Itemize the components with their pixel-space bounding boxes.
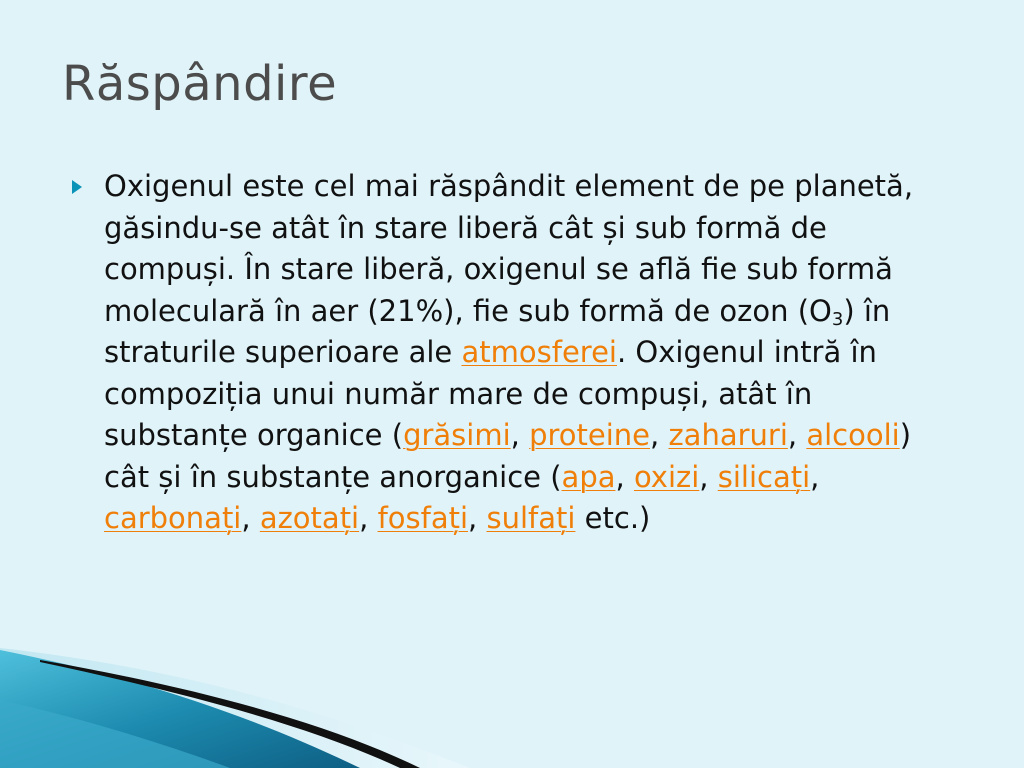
link-proteine[interactable]: proteine [529,418,651,452]
separator: , [650,418,669,452]
text-segment: Oxigenul este cel mai răspândit element de pe planetă, găsindu-se atât în stare liberă cât și sub formă de compuși. În stare liberă, oxigenul se află fie sub formă moleculară în aer (21%), fie sub formă de ozon (O [104,169,914,328]
separator: , [699,459,718,494]
link-oxizi[interactable]: oxizi [633,459,700,494]
bullet-paragraph [104,166,954,540]
link-alcooli[interactable]: alcooli [806,418,900,452]
triangle-bullet-icon [72,180,82,194]
separator: , [359,501,378,535]
link-atmosferei[interactable]: atmosferei [461,335,617,369]
link-fosfati[interactable]: fosfați [377,501,469,535]
separator: , [468,501,487,535]
link-zaharuri[interactable]: zaharuri [668,418,788,452]
link-grasimi[interactable]: grăsimi [403,418,511,452]
text-segment: ) cât și în substanțe anorganice ( [104,418,912,494]
separator: , [787,418,807,452]
link-carbonati[interactable]: carbonați [104,501,242,535]
bullet-list [72,166,972,540]
slide-title: Răspândire [62,56,338,112]
link-apa[interactable]: apa [561,459,616,494]
link-azotati[interactable]: azotați [259,501,360,535]
ozone-subscript: 3 [831,308,844,330]
separator: , [510,418,530,452]
separator: , [241,501,260,535]
separator: , [615,459,634,494]
text-segment: etc.) [575,501,651,535]
link-sulfati[interactable]: sulfați [486,501,576,535]
separator: , [810,459,820,494]
text-segment: ) în straturile superioare ale [104,293,891,369]
text-segment: . Oxigenul intră în compoziția unui număr mare de compuși, atât în substanțe organice ( [104,335,877,452]
link-silicati[interactable]: silicați [717,459,811,494]
